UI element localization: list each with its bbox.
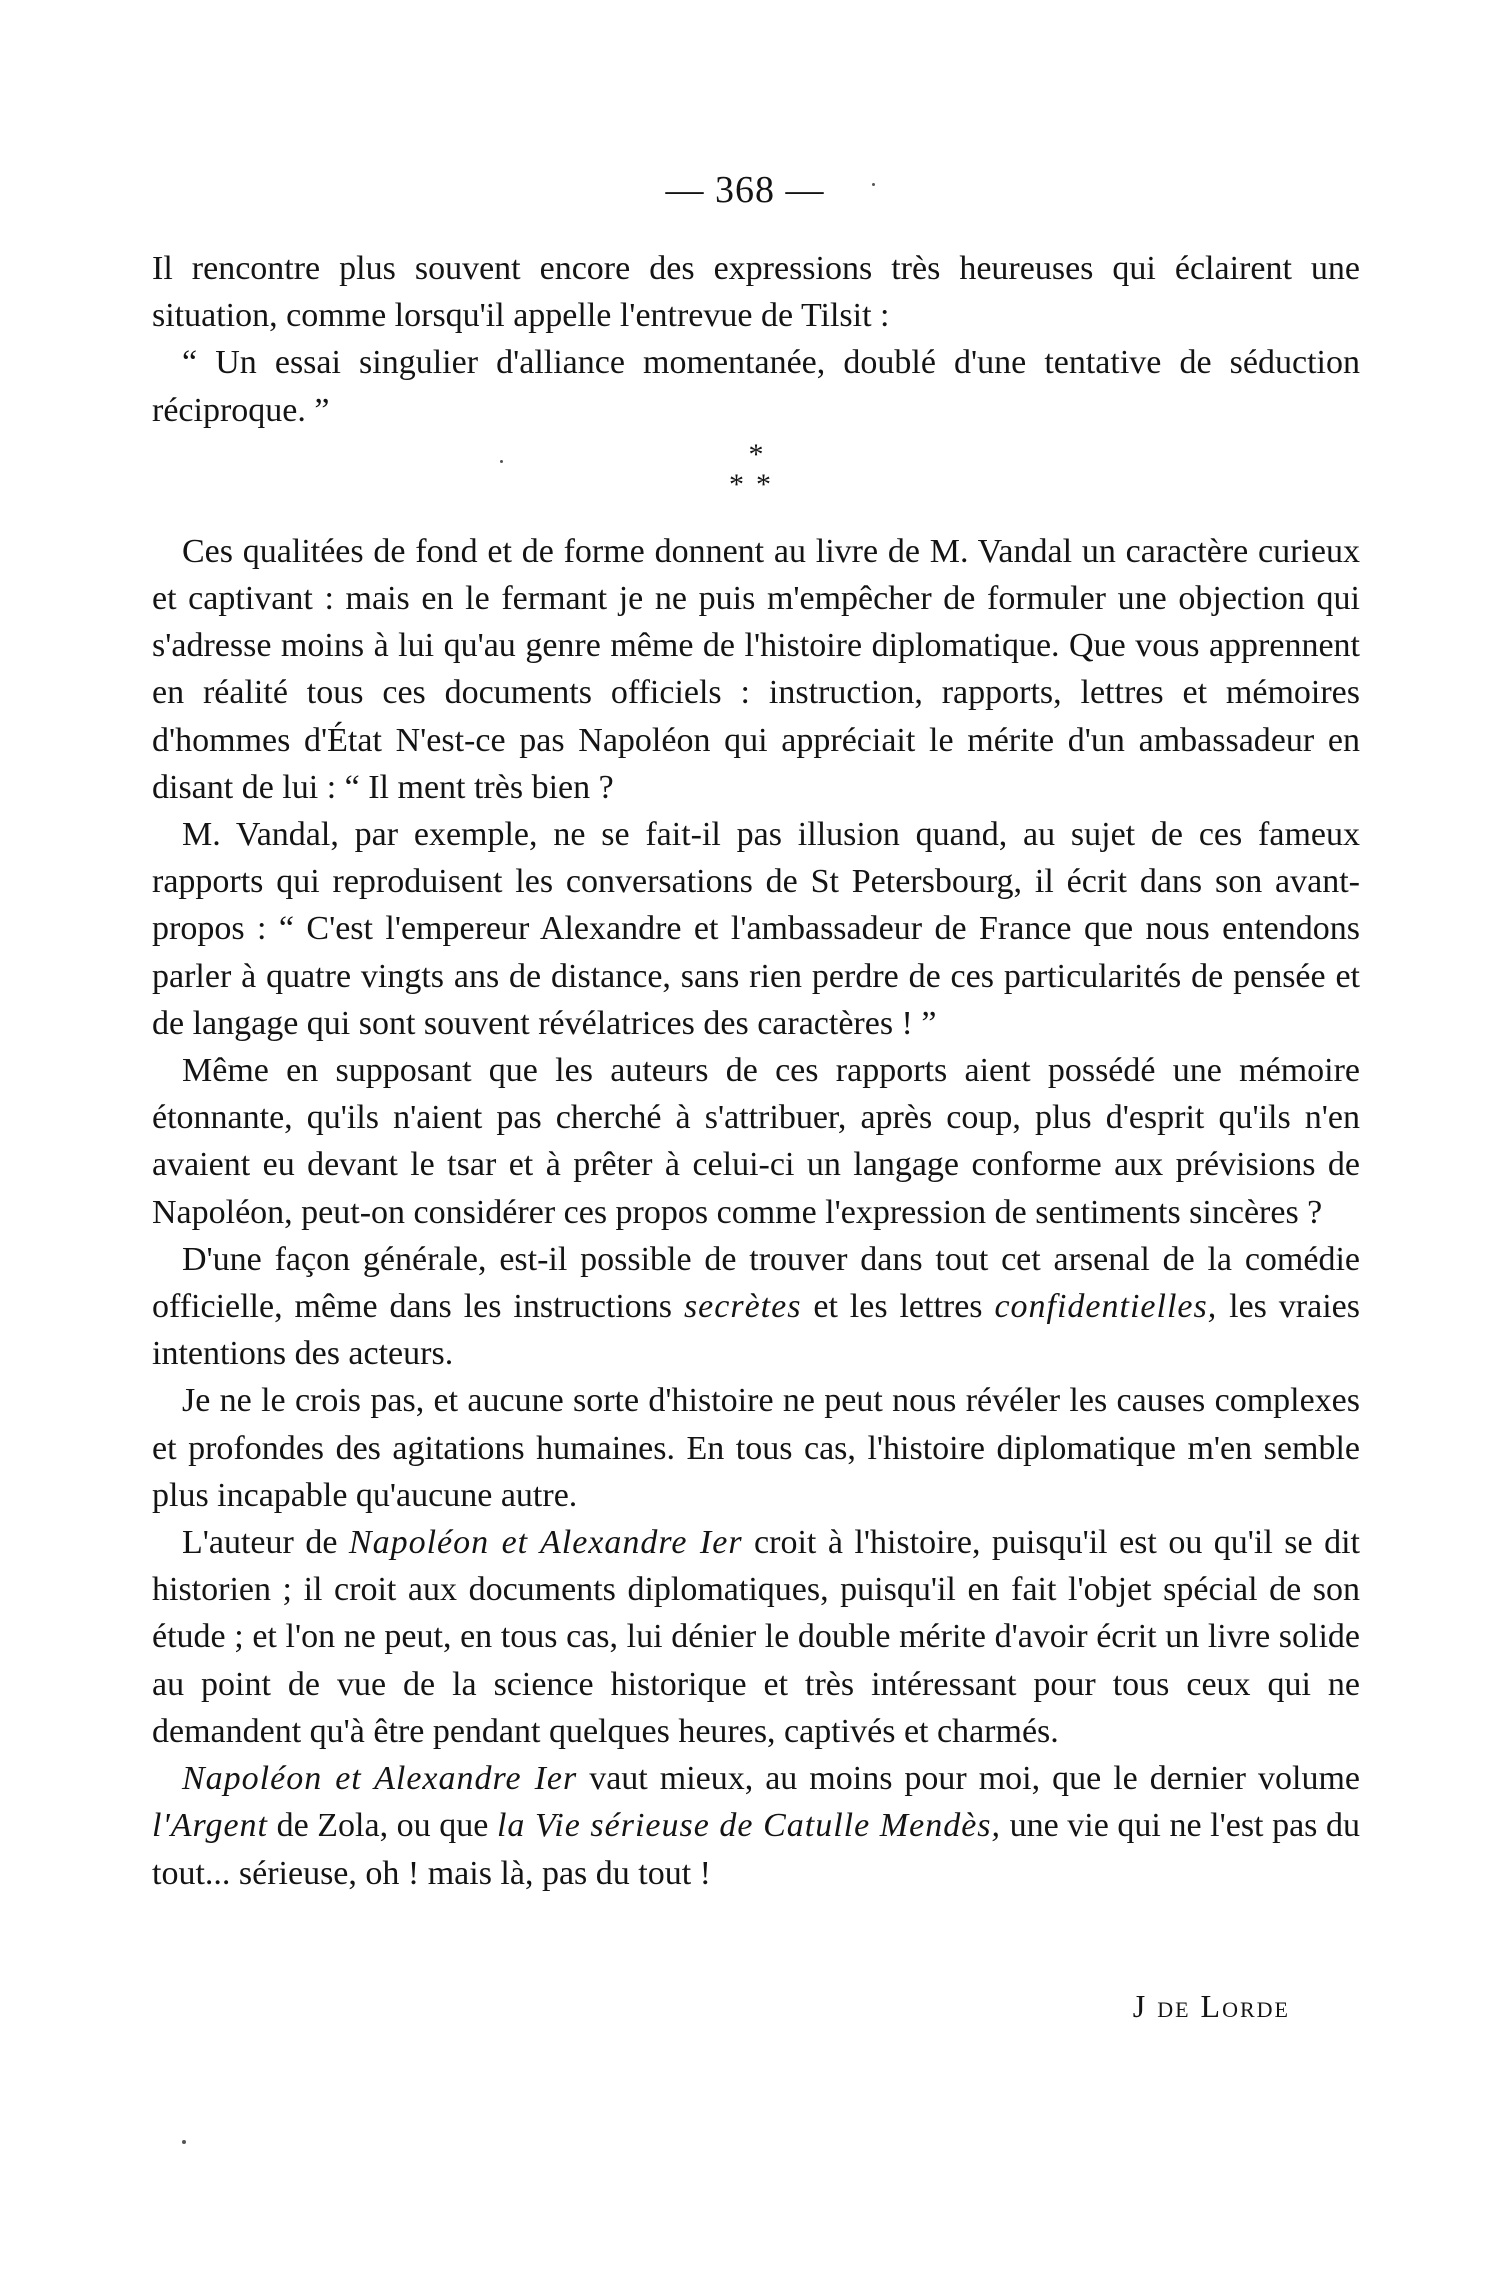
asterism-top: * [748, 437, 764, 471]
italic-confidentielles: confidentielles, [994, 1288, 1218, 1326]
paragraph-memoire: Même en supposant que les auteurs de ces rapports aient possédé une mémoire étonnante, qu'ils n'aient pas cherché à s'attribuer, après coup, plus d'esprit qu'ils n'en avaient eu devant le tsar et à prêter à celui-ci un langage conforme aux prévisions de Napoléon, peut-on considérer ces propos comme l'expression de sentiments sincères ? [152, 1052, 1360, 1231]
auteur-text-after: croit à l'histoire, puisqu'il est ou qu'il se dit historien ; il croit aux documents diplomatiques, puisqu'il en fait l'objet spécial de son étude ; et l'on ne peut, en tous cas, lui dénier le double mérite d'avoir écrit un livre solide au point de vue de la science historique et très intéressant pour tous ceux qui ne demandent qu'à être pendant quelques heures, captivés et charmés. [152, 1524, 1360, 1750]
final-text-3: une vie qui ne l'est pas du tout... sérieuse, oh ! mais là, pas du tout ! [152, 1807, 1360, 1892]
paragraph-qualites: Ces qualitées de fond et de forme donnent au livre de M. Vandal un caractère curieux et captivant : mais en le fermant je ne puis m'empêcher de formuler une objection qui s'adresse moins à lui qu'au genre même de l'histoire diplomatique. Que vous apprennent en réalité tous ces documents officiels : instruction, rapports, lettres et mémoires d'hommes d'État N'est-ce pas Napoléon qui appréciait le mérite d'un ambassadeur en disant de lui : “ Il ment très bien ? [152, 532, 1360, 806]
print-speck [872, 183, 875, 186]
italic-book-title-2: Napoléon et Alexandre Ier [182, 1760, 578, 1798]
paragraph-auteur [152, 1519, 1360, 1755]
auteur-text-before: L'auteur de [182, 1524, 349, 1562]
print-speck [500, 460, 503, 463]
paragraph-vandal: M. Vandal, par exemple, ne se fait-il pas illusion quand, au sujet de ces fameux rapports qui reproduisent les conversations de St Petersbourg, il écrit dans son avant-propos : “ C'est l'empereur Alexandre et l'ambassadeur de France que nous entendons parler à quatre vingts ans de distance, sans rien perdre de ces particularités de pensée et de langage qui sont souvent révélatrices des caractères ! ” [152, 816, 1360, 1042]
asterism-bottom: ** [729, 467, 783, 501]
final-text-1: vaut mieux, au moins pour moi, que le dernier volume [577, 1760, 1360, 1798]
page-number: — 368 — [665, 169, 825, 211]
signature: J de Lorde [1132, 1988, 1290, 2024]
final-text-2: de Zola, ou que [268, 1807, 497, 1845]
diplo-text-before: D'une façon générale, est-il possible de trouver dans tout cet arsenal de la comédie officielle, même dans les instructions [152, 1240, 1360, 1326]
italic-secretes: secrètes [683, 1288, 802, 1326]
italic-vie-serieuse: la Vie sérieuse de Catulle Mendès, [496, 1807, 1002, 1845]
italic-book-title: Napoléon et Alexandre Ier [348, 1524, 743, 1562]
paragraph-final [152, 1755, 1360, 1897]
paragraph-diplomatie [152, 1236, 1360, 1378]
paragraph-quote-alliance: “ Un essai singulier d'alliance momentanée, doublé d'une tentative de séduction réciproque. ” [152, 344, 1360, 429]
paragraph-tilsit: Il rencontre plus souvent encore des expressions très heureuses qui éclairent une situation, comme lorsqu'il appelle l'entrevue de Tilsit : [152, 250, 1360, 335]
paragraph-crois: Je ne le crois pas, et aucune sorte d'histoire ne peut nous révéler les causes complexes et profondes des agitations humaines. En tous cas, l'histoire diplomatique m'en semble plus incapable qu'aucune autre. [152, 1382, 1360, 1514]
diplo-text-middle: et les lettres [801, 1288, 995, 1326]
body-text [152, 245, 1360, 1897]
italic-argent: l'Argent [152, 1807, 268, 1845]
asterism [152, 434, 1360, 528]
print-speck [182, 2140, 186, 2144]
diplo-text-after: les vraies intentions des acteurs. [152, 1288, 1360, 1373]
